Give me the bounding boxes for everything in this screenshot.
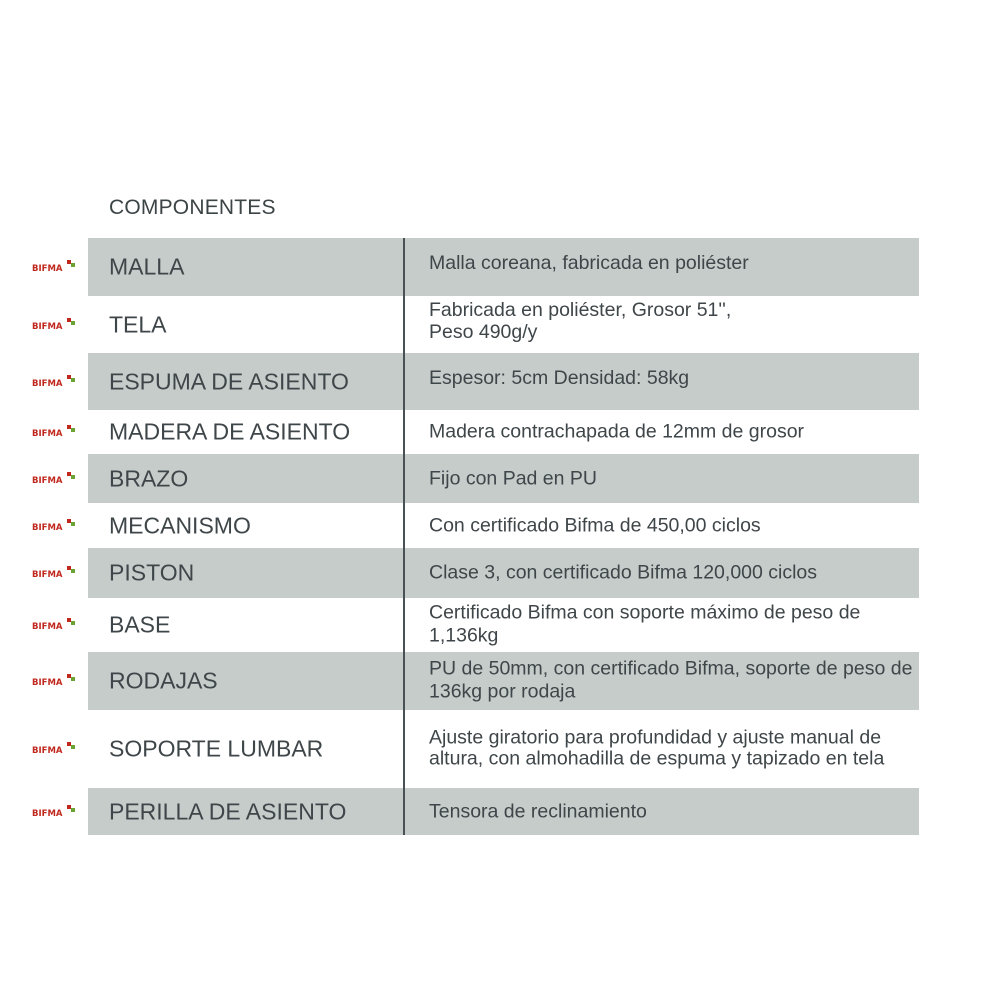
table-row xyxy=(0,710,1000,788)
component-description: Fabricada en poliéster, Grosor 51'', Peso 490g/y xyxy=(429,299,732,343)
component-name: PERILLA DE ASIENTO xyxy=(109,798,347,824)
component-name: MADERA DE ASIENTO xyxy=(109,418,351,445)
svg-text:BIFMA: BIFMA xyxy=(32,522,63,533)
svg-text:BIFMA: BIFMA xyxy=(32,622,63,632)
table-row xyxy=(0,296,1000,353)
component-description: Espesor: 5cm Densidad: 58kg xyxy=(429,367,690,389)
component-description: PU de 50mm, con certificado Bifma, soporte de peso de 136kg por rodaja xyxy=(429,657,913,703)
table-row xyxy=(0,454,1000,503)
svg-text:BIFMA: BIFMA xyxy=(32,264,63,274)
svg-text:BIFMA: BIFMA xyxy=(32,746,63,756)
bifma-logo-icon xyxy=(32,318,76,332)
svg-text:BIFMA: BIFMA xyxy=(32,429,63,439)
bifma-logo-icon xyxy=(32,472,76,486)
component-description: Clase 3, con certificado Bifma 120,000 ciclos xyxy=(429,561,818,584)
bifma-logo-icon xyxy=(32,742,76,756)
bifma-logo-icon xyxy=(32,375,76,389)
component-name: RODAJAS xyxy=(109,667,218,694)
svg-text:BIFMA: BIFMA xyxy=(32,808,63,819)
table-row xyxy=(0,598,1000,652)
section-heading: COMPONENTES xyxy=(109,196,276,219)
table-row xyxy=(0,503,1000,548)
component-name: TELA xyxy=(109,311,167,337)
table-row xyxy=(0,788,1000,835)
component-description: Ajuste giratorio para profundidad y ajuste manual de altura, con almohadilla de espuma y tapizado en tela xyxy=(429,726,885,770)
svg-text:BIFMA: BIFMA xyxy=(32,321,63,332)
svg-text:BIFMA: BIFMA xyxy=(32,570,63,580)
svg-text:BIFMA: BIFMA xyxy=(32,378,63,389)
bifma-logo-icon xyxy=(32,618,76,632)
svg-text:BIFMA: BIFMA xyxy=(32,678,63,688)
component-name: ESPUMA DE ASIENTO xyxy=(109,368,349,394)
table-row xyxy=(0,410,1000,454)
bifma-logo-icon xyxy=(32,805,76,819)
table-row xyxy=(0,548,1000,598)
component-name: MECANISMO xyxy=(109,512,251,538)
bifma-logo-icon xyxy=(32,566,76,580)
bifma-logo-icon xyxy=(32,425,76,439)
table-row xyxy=(0,353,1000,410)
bifma-logo-icon xyxy=(32,674,76,688)
component-name: BASE xyxy=(109,611,171,638)
component-description: Con certificado Bifma de 450,00 ciclos xyxy=(429,513,761,536)
column-divider xyxy=(403,238,405,835)
table-row xyxy=(0,652,1000,710)
component-name: PISTON xyxy=(109,559,195,586)
component-description: Madera contrachapada de 12mm de grosor xyxy=(429,420,805,443)
component-description: Tensora de reclinamiento xyxy=(429,799,647,822)
bifma-logo-icon xyxy=(32,260,76,274)
component-name: MALLA xyxy=(109,253,185,280)
table-row xyxy=(0,238,1000,296)
component-name: SOPORTE LUMBAR xyxy=(109,735,324,762)
component-description: Fijo con Pad en PU xyxy=(429,466,598,489)
component-description: Certificado Bifma con soporte máximo de peso de 1,136kg xyxy=(429,601,861,647)
component-name: BRAZO xyxy=(109,465,189,491)
bifma-logo-icon xyxy=(32,519,76,533)
svg-text:BIFMA: BIFMA xyxy=(32,475,63,486)
component-description: Malla coreana, fabricada en poliéster xyxy=(429,252,749,274)
